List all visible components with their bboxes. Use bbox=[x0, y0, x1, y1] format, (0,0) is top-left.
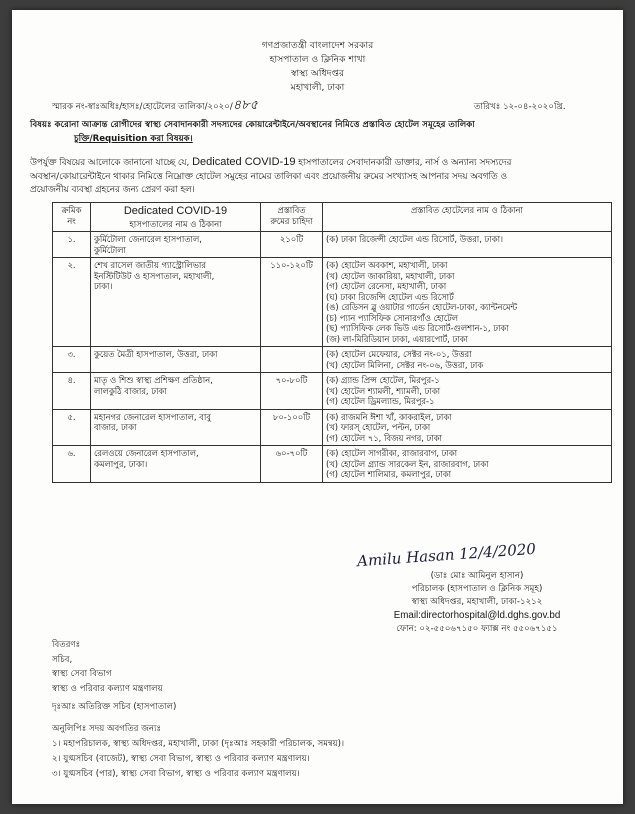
table-row bbox=[53, 232, 612, 258]
row-hotels bbox=[323, 232, 612, 258]
header-hotels: প্রস্তাবিত হোটেলের নাম ও ঠিকানা bbox=[323, 203, 612, 232]
row-hotels bbox=[323, 373, 612, 410]
body-line-3: প্রয়োজনীয় ব্যবস্থা গ্রহনের জন্য প্রেরণ করা হল। bbox=[30, 184, 195, 195]
table-row bbox=[53, 373, 612, 410]
hospital-line: বাজার, ঢাকা bbox=[94, 422, 137, 433]
hotel-item: (গ) হোটেল ৭১, বিজয় নগর, ঢাকা bbox=[326, 432, 442, 443]
hotel-item: (খ) হোটেল গ্র্যান্ড সারকেল ইন, রাজারবাগ, ঢাকা bbox=[326, 458, 489, 469]
table-row bbox=[53, 347, 612, 373]
hospital-line: কুর্মিটোলা bbox=[94, 244, 126, 255]
hotel-list-table bbox=[52, 202, 612, 483]
memo-reference bbox=[52, 98, 258, 114]
row-serial: ৫. bbox=[53, 409, 91, 446]
distribution-line: দৃঃআঃ অতিরিক্ত সচিব (হাসপাতাল) bbox=[52, 702, 177, 713]
body-line-1-start: উপর্যুক্ত বিষয়ের আলোকে জানানো যাচ্ছে যে, bbox=[30, 158, 190, 168]
govt-name: গণপ্রজাতন্ত্রী বাংলাদেশ সরকার bbox=[261, 40, 374, 51]
row-rooms: ২১০টি bbox=[261, 232, 323, 258]
hospital-line: মাতৃ ও শিশু স্বাস্থ্য প্রশিক্ষণ প্রতিষ্ঠান, bbox=[94, 375, 213, 386]
copy-item: ১। মহাপরিচালক, স্বাস্থ্য অধিদপ্তর, মহাখালী, ঢাকা (দৃঃআঃ সহকারী পরিচালক, সমন্বয়)। bbox=[52, 739, 345, 750]
subject-text: করোনা আক্রান্ত রোগীদের স্বাস্থ্য সেবাদানকারী সদস্যদের কোয়ারেন্টাইনে/অবস্থানের নিমিত্তে প্রস্তাবিত হোটেল সমূহের তালিকা bbox=[54, 120, 475, 130]
hotel-item: (ঘ) ঢাকা রিজেন্সি হোটেল এন্ড রিসোর্ট bbox=[326, 291, 454, 302]
body-line-1-rest: হাসপাতালের সেবাদানকারী ডাক্তার, নার্স ও অন্যান্য সদস্যদের bbox=[298, 158, 512, 168]
memo-date: তারিখঃ ১২-০৪-২০২০খ্রি. bbox=[474, 102, 566, 112]
hotel-item: (খ) ফারস্‌ হোটেল, পল্টন, ঢাকা bbox=[326, 422, 431, 433]
hotel-item: (ছ) প্যাসিফিক লেক ভিউ এন্ড রিসোর্ট-গুলশান-১, ঢাকা bbox=[326, 323, 509, 334]
memo-ref-number: ৪৮৫ bbox=[232, 98, 259, 113]
department-name: স্বাস্থ্য অধিদপ্তর bbox=[290, 68, 345, 79]
hotel-item: (ঙ) রেডিসন ব্লু ওয়াটার গার্ডেন হোটেল-ঢাকা, ক্যান্টনমেন্ট bbox=[326, 302, 518, 313]
hotel-item: (গ) হোটেল শালিমার, কমলাপুর, ঢাকা bbox=[326, 469, 452, 480]
hospital-line: লালকুঠি বাজার, ঢাকা bbox=[94, 385, 167, 396]
hotel-item: (ক) হোটেল অবকাশ, মহাখালী, ঢাকা bbox=[326, 260, 448, 271]
hospital-line: শেখ রাসেল জাতীয় গ্যাস্ট্রোলিভার bbox=[94, 260, 206, 271]
header-hospital-line1: Dedicated COVID-19 bbox=[123, 205, 228, 217]
table-row bbox=[53, 446, 612, 483]
row-serial: ১. bbox=[53, 232, 91, 258]
hotel-item: (জ) লা-মিরিডিয়ান ঢাকা, এয়ারপোর্ট, ঢাকা bbox=[326, 333, 468, 344]
subject-label: বিষয়ঃ bbox=[30, 120, 52, 130]
row-rooms: ৬০-৭০টি bbox=[261, 446, 323, 483]
copies-block bbox=[52, 722, 344, 782]
hospital-line: কুর্মিটোলা জেনারেল হাসপাতাল, bbox=[94, 234, 202, 245]
distribution-line: স্বাস্থ্য ও পরিবার কল্যাণ মন্ত্রণালয় bbox=[52, 683, 163, 694]
distribution-label: বিতরণঃ bbox=[52, 640, 81, 650]
subject-text-continued: চুক্তি/Requisition করা বিষয়ক। bbox=[74, 134, 193, 144]
copy-item: ৩। যুগ্মসচিব (পার), স্বাস্থ্য সেবা বিভাগ, স্বাস্থ্য ও পরিবার কল্যাণ মন্ত্রণালয়। bbox=[52, 769, 300, 780]
row-hotels bbox=[323, 409, 612, 446]
signatory-email: Email:directorhospital@ld.dghs.gov.bd bbox=[393, 609, 561, 621]
row-hospital bbox=[91, 347, 261, 373]
subject-line bbox=[30, 120, 615, 131]
hotel-item: (ক) হোটেল মেফেয়ার, সেক্টর নং-০১, উত্তরা bbox=[326, 349, 472, 360]
table-header-row bbox=[53, 203, 612, 232]
signatory-office: স্বাস্থ্য অধিদপ্তর, মহাখালী, ঢাকা-১২১২ bbox=[411, 596, 543, 607]
hotel-item: (ক) রাজমনি ঈশা খাঁ, কাকরাইল, ঢাকা bbox=[326, 411, 452, 422]
body-paragraph bbox=[30, 155, 615, 196]
hospital-line: ঢাকা। bbox=[94, 281, 113, 292]
row-hospital bbox=[91, 409, 261, 446]
distribution-line: সচিব, bbox=[52, 654, 73, 665]
signatory-name: (ডাঃ মোঃ আমিনুল হাসান) bbox=[430, 571, 524, 581]
row-hotels bbox=[323, 446, 612, 483]
row-hospital bbox=[91, 373, 261, 410]
hospital-line: কমলাপুর, ঢাকা। bbox=[94, 458, 148, 469]
table-row bbox=[53, 409, 612, 446]
body-line-2: অবস্থান/কোয়ারেন্টাইনে থাকার নিমিত্তে নিম্নোক্ত হোটেল সমুহের নামের তালিকা এবং প্রয়োজনীয় রুমের সংখ্যাসহ আপনার সদয় অবগতি ও bbox=[30, 171, 507, 182]
header-hospital-line2: হাসপাতালের নাম ও ঠিকানা bbox=[129, 218, 222, 229]
hotel-item: (ক) ঢাকা রিজেন্সী হোটেল এন্ড রিসোর্ট, উত্তরা, ঢাকা। bbox=[326, 234, 503, 245]
hotel-item: (ক) গ্র্যান্ড প্রিন্স হোটেল, মিরপুর-১ bbox=[326, 375, 440, 386]
hospital-line: ইনস্টিটিউট ও হাসপাতাল, মহাখালী, bbox=[94, 270, 215, 281]
header-serial-line2: নং bbox=[67, 215, 76, 226]
hospital-line: কুয়েত মৈত্রী হাসপাতাল, উত্তরা, ঢাকা bbox=[94, 349, 218, 360]
header-rooms-line1: প্রস্তাবিত bbox=[277, 205, 306, 215]
signature-block bbox=[352, 570, 602, 636]
row-hospital bbox=[91, 232, 261, 258]
row-rooms: ১১০-১২০টি bbox=[261, 258, 323, 347]
distribution-block bbox=[52, 638, 176, 715]
handwritten-signature: Amilu Hasan 12/4/2020 bbox=[356, 539, 537, 571]
header-rooms bbox=[261, 203, 323, 232]
hotel-item: (গ) হোটেল রেনেসা, মহাখালী, ঢাকা bbox=[326, 281, 447, 292]
hotel-item: (ক) হোটেল সাগরীকা, রাজারবাগ, ঢাকা bbox=[326, 448, 458, 459]
row-hotels bbox=[323, 347, 612, 373]
body-covid-term: Dedicated COVID-19 bbox=[192, 156, 296, 168]
signatory-phone: ফোন: ০২-৫৫০৬৭১৫০ ফ্যাক্স নং ৫৫০৬৭১৫১ bbox=[396, 624, 558, 635]
row-serial: ৪. bbox=[53, 373, 91, 410]
row-hospital bbox=[91, 446, 261, 483]
hospital-line: রেলওয়ে জেনারেল হাসপাতাল, bbox=[94, 448, 199, 459]
header-serial bbox=[53, 203, 91, 232]
header-hospital bbox=[91, 203, 261, 232]
row-serial: ২. bbox=[53, 258, 91, 347]
row-rooms bbox=[261, 347, 323, 373]
row-rooms: ৮০-১০০টি bbox=[261, 409, 323, 446]
hotel-item: (খ) হোটেল মিলিনা, সেক্টর নং-০৬, উত্তরা, ঢাক bbox=[326, 359, 484, 370]
hospital-line: মহানগর জেনারেল হাসপাতাল, বাবু bbox=[94, 411, 211, 422]
hotel-item: (খ) হোটেল শ্যামলী, শ্যামলী, ঢাকা bbox=[326, 385, 441, 396]
hotel-item: (খ) হোটেল জাকারিয়া, মহাখালী, ঢাকা bbox=[326, 270, 455, 281]
letter-page bbox=[12, 10, 623, 804]
table-row bbox=[53, 258, 612, 347]
memo-ref-prefix: স্মারক নং-স্বাঃঅধিঃ/হাসঃ/হোটেলের তালিকা/২০২০/ bbox=[52, 102, 233, 112]
signatory-title: পরিচালক (হাসপাতাল ও ক্লিনিক সমূহ) bbox=[411, 583, 543, 594]
hotel-item: (চ) প্যান প্যাসিফিক সোনারগাঁও হোটেল bbox=[326, 312, 458, 323]
body-line-1 bbox=[30, 155, 615, 171]
row-hospital bbox=[91, 258, 261, 347]
header-rooms-line2: রুমের চাহিদা bbox=[270, 215, 313, 226]
branch-name: হাসপাতাল ও ক্লিনিক শাখা bbox=[269, 54, 366, 65]
header-serial-line1: ক্রমিক bbox=[61, 205, 82, 215]
row-serial: ৬. bbox=[53, 446, 91, 483]
department-location: মহাখালী, ঢাকা bbox=[290, 82, 345, 93]
row-serial: ৩. bbox=[53, 347, 91, 373]
row-rooms: ৭০-৮০টি bbox=[261, 373, 323, 410]
distribution-line: স্বাস্থ্য সেবা বিভাগ bbox=[52, 669, 112, 680]
row-hotels bbox=[323, 258, 612, 347]
hotel-item: (গ) হোটেল ড্রিমল্যান্ড, মিরপুর-১ bbox=[326, 396, 435, 407]
copies-label: অনুলিপিঃ সদয় অবগতির জন্যঃ bbox=[52, 724, 162, 734]
copy-item: ২। যুগ্মসচিব (বাজেট), স্বাস্থ্য সেবা বিভাগ, স্বাস্থ্য ও পরিবার কল্যাণ মন্ত্রণালয়। bbox=[52, 754, 310, 765]
